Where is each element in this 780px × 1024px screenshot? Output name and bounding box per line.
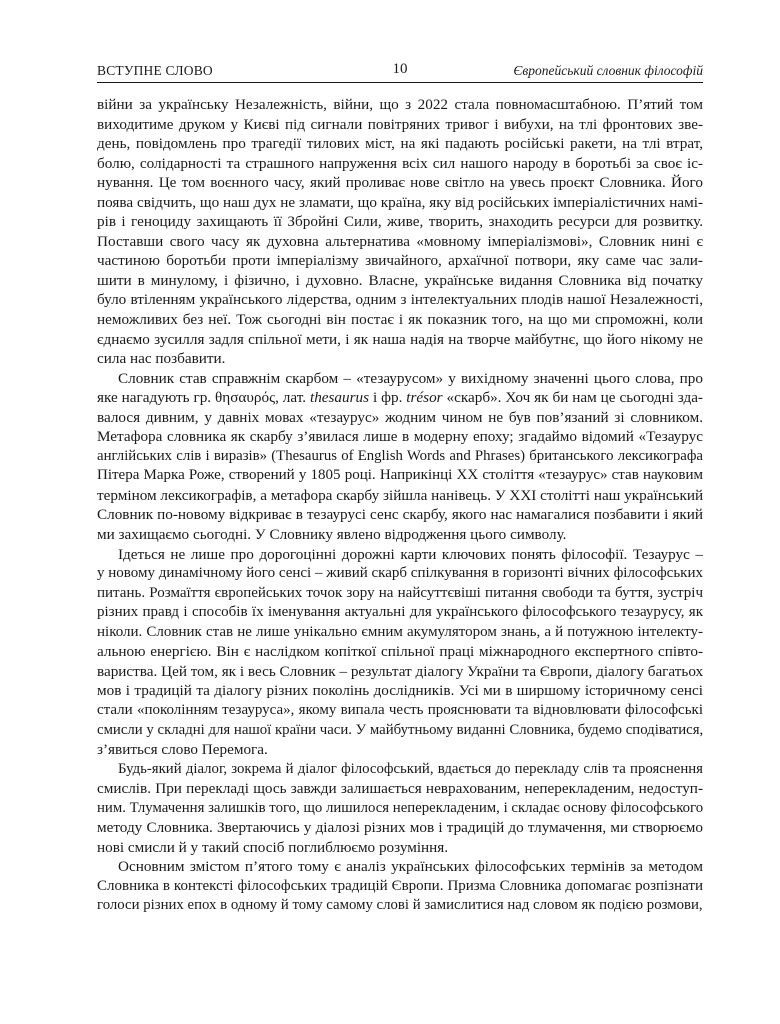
text-line: болю, солідарності та страшного напруження всіх сил нашого народу в боротьбі за своє іс- — [97, 154, 703, 172]
text-line: день, повідомлень про трагедії тилових міст, на які падають російські ракети, на тлі втрат, — [97, 135, 703, 153]
text-line: Ідеться не лише про дорогоцінні дорожні карти ключових понять філософії. Тезаурус – — [118, 545, 703, 563]
text-line: ніколи. Словник став не лише унікально ємним акумулятором знань, а й потужною інтелекту- — [97, 623, 703, 640]
paragraph — [97, 95, 703, 369]
text-line: ним. Тлумачення залишків того, що лишилося неперекладеним, і складає основу філософського — [97, 799, 703, 816]
text-line: Поставши свого часу як духовна альтернатива «мовному імперіалізмові», Словник нині є — [97, 232, 703, 250]
text-line: голоси різних епох в одному й тому самому слові й замислитися над словом як подією розмови, — [97, 897, 703, 914]
text-line: Словника в контексті філософських традицій Європи. Призма Словника допомагає розпізнати — [97, 877, 703, 894]
body-text — [97, 95, 703, 916]
text-line: терміном лексикографів, а метафора скарбу зійшла нанівець. У ХХІ столітті наш український — [97, 486, 703, 504]
text-line: нування. Це том воєнного часу, який проливає нове світло на увесь проєкт Словника. Його — [97, 174, 703, 192]
text-line: яке нагадують гр. θησαυρός, лат. thesaurus і фр. trésor «скарб». Хоч як би нам це сьогодні зда- — [97, 389, 703, 407]
text-line: Словник став справжнім скарбом – «тезаурусом» у вихідному значенні цього слова, про — [118, 369, 703, 387]
text-line: питань. Розмаїття європейських точок зору на найсуттєвіші питання свободи та буття, зустріч — [97, 584, 703, 601]
text-line: альною енергією. Він є наслідком копіткої спільної праці міжнародного експертного співто- — [97, 643, 703, 661]
paragraph — [97, 857, 703, 916]
section-title: ВСТУПНЕ СЛОВО — [97, 63, 213, 78]
paragraph — [97, 760, 703, 858]
text-line: ми захищаємо сьогодні. У Словнику явлено відродження цього символу. — [97, 526, 567, 544]
text-line: рів і геноциду захищають її Збройні Сили, живе, творить, знаходить ресурси для розвитку. — [97, 213, 703, 231]
page-number: 10 — [392, 61, 408, 77]
text-line: Основним змістом п’ятого тому є аналіз українських філософських термінів за методом — [118, 858, 703, 876]
text-line: було втіленням українського лідерства, одним з інтелектуальних плодів нашої Незалежності, — [97, 291, 703, 309]
text-line: у новому динамічному його сенсі – живий скарб спілкування в горизонті вічних філософських — [97, 565, 703, 582]
text-line: смислів. При перекладі щось завжди залишається неврахованим, неперекладеним, недоступ- — [97, 780, 703, 798]
text-line: війни за українську Незалежність, війни, що з 2022 стала повномасштабною. П’ятий том — [97, 96, 703, 113]
text-line: частиною боротьби проти імперіалізму звичайного, архаїчної потвори, яку саме час зали- — [97, 252, 703, 270]
running-header — [97, 60, 703, 83]
text-line: вариства. Цей том, як і весь Словник – результат діалогу України та Європи, діалогу багатьох — [97, 662, 703, 680]
text-line: Будь-який діалог, зокрема й діалог філософський, вдається до перекладу слів та прояснення — [118, 760, 703, 777]
text-line: мов і традицій та діалогу різних поколінь дослідників. Усі ми в ширшому історичному сенсі — [97, 682, 703, 700]
paragraph — [97, 545, 703, 760]
text-line: смисли у складні для нашої країни часи. У майбутньому виданні Словника, будемо сподіватися, — [97, 721, 703, 738]
text-line: Пітера Марка Роже, створений у 1805 році. Наприкінці ХХ століття «тезаурус» став науковим — [97, 467, 703, 484]
text-line: сила нас позбавити. — [97, 350, 226, 368]
text-line: Метафора словника як скарбу з’явилася лише в модерну епоху; згадаймо відомий «Тезаурус — [97, 428, 703, 446]
text-line: єднаємо зусилля задля спільної мети, і як наша надія на творче майбутнє, що його нікому не — [97, 330, 703, 348]
text-line: шити в минулому, і фізично, і духовно. Власне, українське видання Словника від початку — [97, 271, 703, 289]
text-line: Словник по-новому відкриває в тезаурусі сенс скарбу, якого нас намагалися позбавити і який — [97, 506, 703, 524]
text-line: стали «поколінням тезауруса», якому випала честь прояснювати та відновлювати філософські — [97, 701, 703, 718]
text-line: методу Словника. Звертаючись у діалозі різних мов і традицій до тлумачення, ми створюємо — [97, 819, 703, 837]
text-line: валося дивним, у давніх мовах «тезаурус» жодним чином не був пов’язаний зі словником. — [97, 408, 703, 426]
text-line: поява свідчить, що наш дух не зламати, що країна, яку від російських імперіалістичних намі- — [97, 193, 703, 211]
book-title: Європейський словник філософій — [513, 63, 703, 78]
text-line: виходитиме друком у Києві під сигнали повітряних тривог і вибухи, на тлі фронтових зве- — [97, 115, 703, 133]
paragraph — [97, 369, 703, 545]
text-line: з’явиться слово Перемога. — [97, 741, 268, 759]
text-line: англійських слів і виразів» (Thesaurus of English Words and Phrases) британського лексикографа — [97, 447, 703, 464]
text-line: різних правд і способів їх іменування актуальні для українського філософського тезаурусу, як — [97, 604, 703, 621]
text-line: неможливих без неї. Тож сьогодні він постає і як показник того, на що ми спроможні, коли — [97, 311, 703, 329]
text-line: нові смисли й у такий спосіб поглиблюємо розуміння. — [97, 838, 449, 856]
